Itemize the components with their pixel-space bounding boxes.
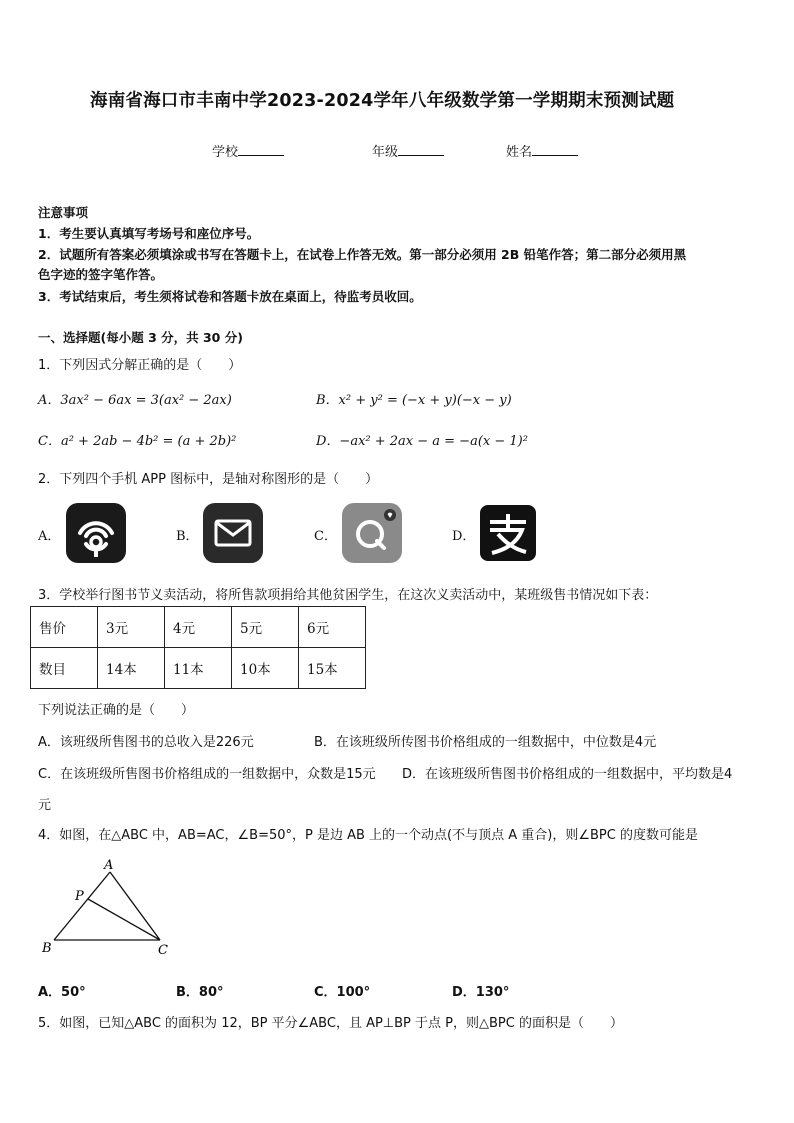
note-item: 色字迹的签字笔作答。 <box>38 267 164 282</box>
q4-option-c[interactable]: C．100° <box>314 985 371 1000</box>
q3-option-d-cont: 元 <box>38 798 52 813</box>
alipay-icon[interactable] <box>480 505 536 561</box>
q-search-icon[interactable] <box>342 503 402 563</box>
table-cell: 10本 <box>232 648 299 689</box>
table-cell: 15本 <box>299 648 366 689</box>
section-heading: 一、选择题(每小题 3 分，共 30 分) <box>38 330 243 345</box>
q3-option-d[interactable]: D．在该班级所售图书价格组成的一组数据中，平均数是4 <box>402 767 733 782</box>
q3-option-c[interactable]: C．在该班级所售图书价格组成的一组数据中，众数是15元 <box>38 767 376 782</box>
q2-option-b-label[interactable]: B． <box>176 529 199 544</box>
q3-stem: 3．学校举行图书节义卖活动，将所售款项捐给其他贫困学生，在这次义卖活动中，某班级售书情况如下表： <box>38 588 658 603</box>
page-title: 海南省海口市丰南中学2023-2024学年八年级数学第一学期期末预测试题 <box>90 91 675 111</box>
q1-option-c[interactable]: C．a² + 2ab − 4b² = (a + 2b)² <box>38 434 237 449</box>
q1-option-d[interactable]: D．−ax² + 2ax − a = −a(x − 1)² <box>316 434 528 449</box>
grade-blank[interactable] <box>398 143 444 156</box>
notes-heading: 注意事项 <box>38 205 89 220</box>
vertex-a-label: A <box>104 858 114 873</box>
name-field <box>506 141 578 160</box>
table-row <box>31 607 366 648</box>
wifi-key-icon[interactable] <box>66 503 126 563</box>
q2-option-d-label[interactable]: D． <box>452 529 476 544</box>
q1-option-b[interactable]: B．x² + y² = (−x + y)(−x − y) <box>316 393 512 408</box>
q3-option-a[interactable]: A．该班级所售图书的总收入是226元 <box>38 735 254 750</box>
grade-label: 年级 <box>372 145 399 160</box>
q4-stem: 4．如图，在△ABC 中，AB=AC，∠B=50°，P 是边 AB 上的一个动点(不与顶点 A 重合)，则∠BPC 的度数可能是 <box>38 828 698 843</box>
name-label: 姓名 <box>506 145 533 160</box>
q2-stem: 2．下列四个手机 APP 图标中，是轴对称图形的是（ ） <box>38 472 379 487</box>
table-cell: 3元 <box>98 607 165 648</box>
q4-option-b[interactable]: B．80° <box>176 985 224 1000</box>
q1-stem: 1．下列因式分解正确的是（ ） <box>38 358 242 373</box>
q1-option-a[interactable]: A．3ax² − 6ax = 3(ax² − 2ax) <box>38 393 232 408</box>
vertex-c-label: C <box>158 943 168 958</box>
table-cell: 数目 <box>31 648 98 689</box>
q2-option-a-label[interactable]: A． <box>38 529 61 544</box>
triangle-diagram <box>38 856 178 961</box>
name-blank[interactable] <box>532 143 578 156</box>
school-blank[interactable] <box>238 143 284 156</box>
sales-table <box>30 606 366 689</box>
table-cell: 售价 <box>31 607 98 648</box>
table-row <box>31 648 366 689</box>
q3-option-b[interactable]: B．在该班级所传图书价格组成的一组数据中，中位数是4元 <box>314 735 657 750</box>
vertex-b-label: B <box>42 941 52 956</box>
q4-option-d[interactable]: D．130° <box>452 985 510 1000</box>
note-item: 3．考试结束后，考生须将试卷和答题卡放在桌面上，待监考员收回。 <box>38 289 422 304</box>
q5-stem: 5．如图，已知△ABC 的面积为 12，BP 平分∠ABC，且 AP⊥BP 于点 P，则△BPC 的面积是（ ） <box>38 1016 623 1031</box>
vertex-p-label: P <box>75 889 84 904</box>
q3-prompt: 下列说法正确的是（ ） <box>38 703 195 718</box>
mail-icon[interactable] <box>203 503 263 563</box>
school-field <box>212 141 284 160</box>
note-item: 1．考生要认真填写考场号和座位序号。 <box>38 226 260 241</box>
q2-option-c-label[interactable]: C． <box>314 529 337 544</box>
q4-option-a[interactable]: A．50° <box>38 985 86 1000</box>
table-cell: 5元 <box>232 607 299 648</box>
grade-field <box>372 141 444 160</box>
table-cell: 11本 <box>165 648 232 689</box>
school-label: 学校 <box>212 145 239 160</box>
note-item: 2．试题所有答案必须填涂或书写在答题卡上，在试卷上作答无效。第一部分必须用 2B 铅笔作答；第二部分必须用黑 <box>38 247 687 262</box>
table-cell: 14本 <box>98 648 165 689</box>
table-cell: 6元 <box>299 607 366 648</box>
table-cell: 4元 <box>165 607 232 648</box>
